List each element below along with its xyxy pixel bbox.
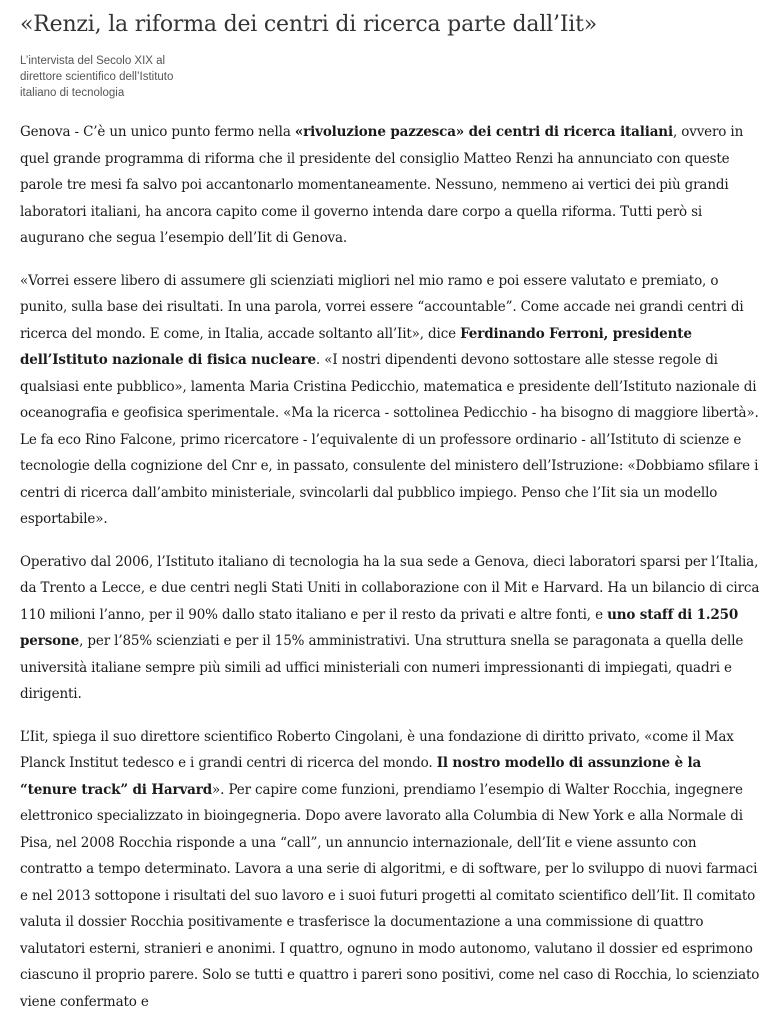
bold-highlight: Ferdinando Ferroni, presidente dell’Istituto nazionale di fisica nucleare: [20, 325, 692, 368]
paragraph-text: Genova - C’è un unico punto fermo nella: [20, 124, 295, 140]
article-subtitle: L’intervista del Secolo XIX al direttore scientifico dell’Istituto italiano di tecnologia: [20, 55, 174, 99]
paragraph-text: Operativo dal 2006, l’Istituto italiano di tecnologia ha la sua sede a Genova, dieci laboratori sparsi per l’Italia, da Trento a Lecce, e due centri negli Stati Uniti in collaborazione con il Mit e Harvard. Ha un bilancio di circa 110 milioni l’anno, per il 90% dallo stato italiano e per il resto da privati e altre fonti, e: [20, 553, 760, 623]
paragraph-text: ». Per capire come funzioni, prendiamo l’esempio di Walter Rocchia, ingegnere elettronico specializzato in bioingegneria. Dopo avere lavorato alla Columbia di New York e alla Normale di Pisa, nel 2008 Rocchia risponde a una “call”, un annuncio internazionale, dell’Iit e viene assunto con contratto a tempo determinato. Lavora a una serie di algoritmi, e di software, per lo sviluppo di nuovi farmaci e nel 2013 sottopone i risultati del suo lavoro e i suoi futuri progetti al comitato scientifico dell’Iit. Il comitato valuta il dossier Rocchia positivamente e trasferisce la documentazione a una commissione di quattro valutatori esterni, stranieri e anonimi. I quattro, ognuno in modo autonomo, valutano il dossier ed esprimono ciascuno il proprio parere. Solo se tutti e quattro i pareri sono positivi, come nel caso di Rocchia, lo scienziato viene confermato e: [20, 781, 760, 1010]
paragraph-4: [20, 724, 762, 1016]
article: [20, 0, 762, 1031]
article-headline: «Renzi, la riforma dei centri di ricerca parte dall’Iit»: [20, 12, 598, 37]
bold-highlight: Il nostro modello di assunzione è la “tenure track” di Harvard: [20, 755, 702, 798]
paragraph-2: [20, 268, 762, 533]
paragraph-text: «Vorrei essere libero di assumere gli scienziati migliori nel mio ramo e poi essere valutato e premiato, o punito, sulla base dei risultati. In una parola, vorrei essere “accountable”. Come accade nei grandi centri di ricerca del mondo. E come, in Italia, accade soltanto all’Iit», dice: [20, 272, 744, 342]
paragraph-text: . «I nostri dipendenti devono sottostare alle stesse regole di qualsiasi ente pubblico», lamenta Maria Cristina Pedicchio, matematica e presidente dell’Istituto nazionale di oceanografia e geofisica sperimentale. «Ma la ricerca - sottolinea Pedicchio - ha bisogno di maggiore libertà». Le fa eco Rino Falcone, primo ricercatore - l’equivalente di un professore ordinario - all’Istituto di scienze e tecnologie della cognizione del Cnr e, in passato, consulente del ministero dell’Istruzione: «Dobbiamo sfilare i centri di ricerca dall’ambito ministeriale, svincolarli dal pubblico impiego. Penso che l’Iit sia un modello esportabile».: [20, 352, 759, 527]
paragraph-1: [20, 119, 762, 252]
article-body: [20, 119, 762, 1015]
paragraph-3: [20, 549, 762, 708]
paragraph-text: L’Iit, spiega il suo direttore scientifico Roberto Cingolani, è una fondazione di diritto privato, «come il Max Planck Institut tedesco e i grandi centri di ricerca del mondo.: [20, 728, 734, 771]
bold-highlight: uno staff di 1.250 persone: [20, 606, 739, 649]
bold-highlight: «rivoluzione pazzesca» dei centri di ricerca italiani: [294, 124, 673, 140]
paragraph-text: , ovvero in quel grande programma di riforma che il presidente del consiglio Matteo Renzi ha annunciato con queste parole tre mesi fa salvo poi accantonarlo momentaneamente. Nessuno, nemmeno ai vertici dei più grandi laboratori italiani, ha ancora capito come il governo intenda dare corpo a quella riforma. Tutti però si augurano che segua l’esempio dell’Iit di Genova.: [20, 124, 744, 246]
paragraph-text: , per l’85% scienziati e per il 15% amministrativi. Una struttura snella se paragonata a quella delle università italiane sempre più simili ad uffici ministeriali con numeri impressionanti di impiegati, quadri e dirigenti.: [20, 633, 744, 702]
